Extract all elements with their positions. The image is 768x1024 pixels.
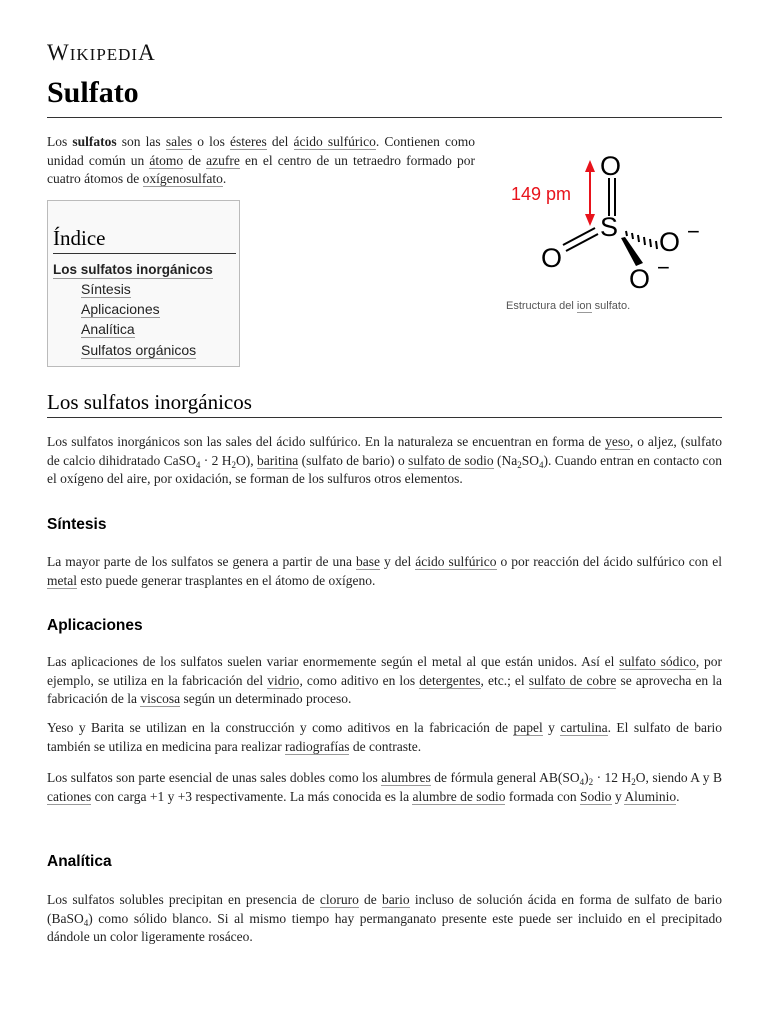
link-sulfato-de-cobre[interactable]: sulfato de cobre [528,672,617,688]
paragraph-aplicaciones-3: Los sulfatos son parte esencial de unas sales dobles como los alumbres de fórmula general $AB(SO_4)_2 \cdot 12$ $H_2O$, siendo A y B cationes con carga +1 y +3 respectivamente. La más conocida es la alumbre de sodio formada con Sodio y Aluminio. [47,770,722,804]
link-esteres[interactable]: ésteres [230,134,267,149]
heading-analitica: Analítica [47,853,112,870]
link-alumbre-de-sodio[interactable]: alumbre de sodio [412,788,506,804]
link-papel[interactable]: papel [513,720,543,735]
link-azufre[interactable]: azufre [206,152,240,168]
link-oxigenosulfato[interactable]: oxígenosulfato [142,171,223,186]
bond-left-line-2 [566,234,598,251]
link-sodio[interactable]: Sodio [580,788,612,804]
sulfate-structure-figure[interactable] [500,148,730,323]
intro-paragraph: Los sulfatos son las sales o los ésteres del ácido sulfúrico. Contienen como unidad común un átomo de azufre en el centro de un tetraedro formado por cuatro átomos de oxígenosulfato. [47,134,476,186]
bond-length-arrow-bottom [585,214,595,226]
paragraph-analitica: Los sulfatos solubles precipitan en presencia de cloruro de bario incluso de solución ácida en forma de sulfato de bario (BaSO$_4$) como sólido blanco. Si al mismo tiempo hay permanganato presente este puede ser incluido en el precipitado dándole un color ligeramente rosáceo. [47,892,722,944]
link-vidrio[interactable]: vidrio [267,672,300,688]
link-base[interactable]: base [355,554,380,569]
heading-sulfatos-inorganicos: Los sulfatos inorgánicos [47,390,252,414]
toc-divider [53,253,236,254]
table-of-contents [47,200,240,367]
atom-o-left: O [541,243,563,273]
section-divider [47,417,722,418]
page-title: Sulfato [47,76,139,109]
link-sulfato-de-sodio[interactable]: sulfato de sodio [408,452,494,468]
link-sales[interactable]: sales [165,134,193,149]
toc-item-sulfatos-inorganicos[interactable]: Los sulfatos inorgánicos [53,262,213,277]
bond-left-line-1 [563,228,595,245]
bold-term: sulfatos [72,134,117,149]
link-ion[interactable]: ion [576,300,592,312]
paragraph-sintesis: La mayor parte de los sulfatos se genera a partir de una base y del ácido sulfúrico o por reacción del ácido sulfúrico con el metal esto puede generar trasplantes en el átomo de oxígeno. [47,554,722,588]
link-yeso[interactable]: yeso [605,434,630,449]
link-aluminio[interactable]: Aluminio [624,788,677,804]
figure-caption: Estructura del ion sulfato. [506,300,631,312]
link-baritina[interactable]: baritina [257,452,299,468]
charge-right: − [687,219,700,244]
link-detergentes[interactable]: detergentes [419,672,481,688]
link-alumbres[interactable]: alumbres [381,770,431,785]
atom-s: S [600,212,619,242]
toc-item-sintesis[interactable]: Síntesis [81,281,131,297]
link-cloruro[interactable]: cloruro [319,892,359,907]
wordmark-end: A [138,40,156,65]
link-sulfato-sodico[interactable]: sulfato sódico [619,654,696,669]
atom-o-right: O [659,227,681,257]
wordmark-rest: IKIPEDI [69,45,139,64]
link-cationes[interactable]: cationes [47,788,92,804]
link-atomo[interactable]: átomo [149,152,184,168]
heading-aplicaciones: Aplicaciones [47,617,143,634]
link-cartulina[interactable]: cartulina [560,720,608,735]
paragraph-inorganicos: Los sulfatos inorgánicos son las sales del ácido sulfúrico. En la naturaleza se encuentran en forma de yeso, o aljez, (sulfato de calcio dihidratado CaSO$_4$ · 2 $H_2O$), baritina (sulfato de bario) o sulfato de sodio $(Na_2SO_4)$. Cuando entran en contacto con el oxígeno del aire, por oxidación, se forman de los sulfuros otros elementos. [47,434,722,486]
toc-title: Índice [53,226,106,250]
wordmark-cap: W [47,40,70,65]
paragraph-aplicaciones-2: Yeso y Barita se utilizan en la construcción y como aditivos en la fabricación de papel y cartulina. El sulfato de bario también se utiliza en medicina para realizar radiografías de contraste. [47,720,722,754]
bond-length-label: 149 pm [511,184,572,204]
title-divider [47,117,722,118]
toc-item-sulfatos-organicos[interactable]: Sulfatos orgánicos [81,342,197,358]
link-acido-sulfurico[interactable]: ácido sulfúrico [293,134,376,149]
atom-o-top: O [600,151,622,181]
toc-item-aplicaciones[interactable]: Aplicaciones [81,301,160,317]
link-radiografias[interactable]: radiografías [285,738,350,754]
atom-o-bottom: O [629,264,651,294]
charge-bottom: − [657,255,670,280]
wikipedia-wordmark[interactable] [47,40,156,66]
bond-length-arrow-top [585,160,595,172]
paragraph-aplicaciones-1: Las aplicaciones de los sulfatos suelen variar enormemente según el metal al que están unidos. Así el sulfato sódico, por ejemplo, se utiliza en la fabricación del vidrio, como aditivo en los detergentes, etc.; el sulfato de cobre se aprovecha en la fabricación de la viscosa según un determinado proceso. [47,654,722,706]
link-bario[interactable]: bario [381,892,410,907]
link-metal[interactable]: metal [47,572,77,588]
toc-item-analitica[interactable]: Analítica [81,321,135,337]
link-viscosa[interactable]: viscosa [140,691,181,706]
heading-sintesis: Síntesis [47,516,107,533]
link-acido-sulfurico-2[interactable]: ácido sulfúrico [415,554,497,569]
